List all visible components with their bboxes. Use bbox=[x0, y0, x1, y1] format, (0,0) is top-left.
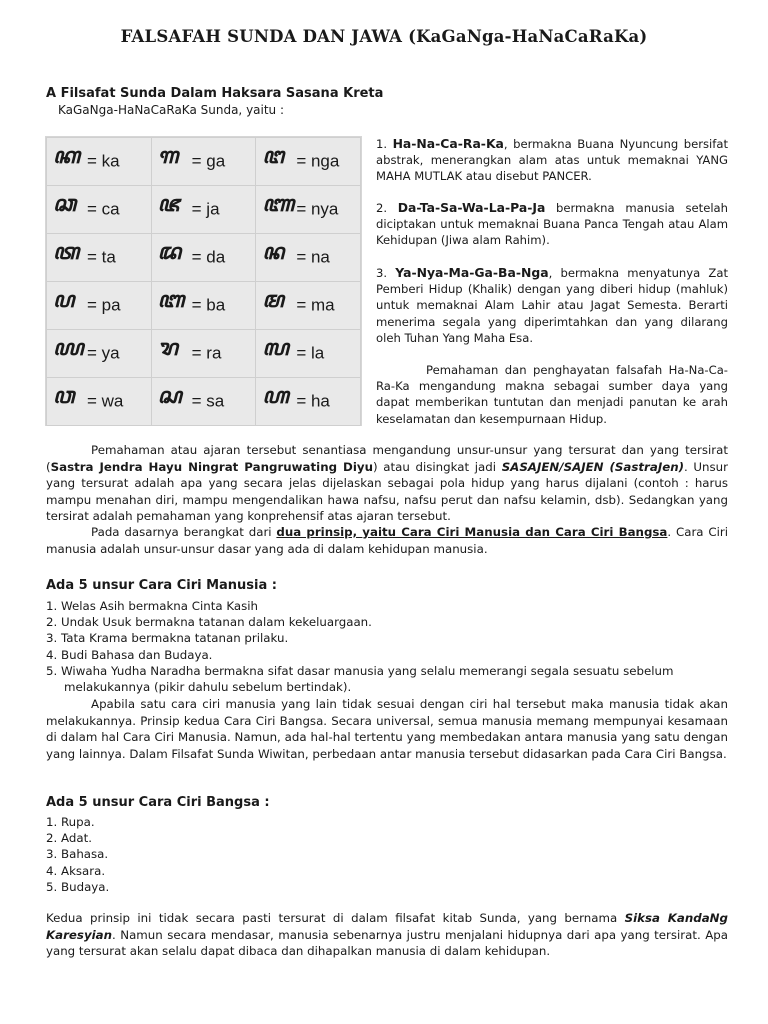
aksara-glyph: ꦲ bbox=[262, 383, 287, 409]
aksara-latin: = ra bbox=[191, 343, 222, 363]
aksara-cell bbox=[47, 330, 152, 378]
aksara-cell bbox=[151, 378, 256, 426]
aksara-cell bbox=[151, 282, 256, 330]
aksara-latin: = nga bbox=[296, 151, 340, 171]
aksara-glyph: ꦢ bbox=[157, 239, 180, 265]
aksara-cell bbox=[151, 186, 256, 234]
aksara-cell bbox=[151, 330, 256, 378]
aksara-latin: = da bbox=[191, 247, 226, 267]
aksara-glyph: ꦮ bbox=[53, 383, 73, 409]
list-cara-ciri-manusia bbox=[46, 598, 728, 695]
list-item: 4. Budi Bahasa dan Budaya. bbox=[46, 647, 213, 662]
aksara-glyph: ꦤ bbox=[262, 239, 283, 265]
aksara-latin: = ca bbox=[87, 199, 120, 219]
paragraph-sastra-jendra: Pemahaman atau ajaran tersebut senantiasa mengandung unsur-unsur yang tersurat dan yang tersirat (Sastra Jendra Hayu Ningrat Pangruwating Diyu) atau disingkat jadi SASAJEN/SAJEN (SastraJen). Unsur yang tersurat adalah apa yang secara jelas dijelaskan sebagai pola hidup yang harus dijalani (contoh : harus mampu menahan diri, mampu mengendalikan hawa nafsu, nafsu perut dan nafsu kelamin, dsb). Sedangkan yang tersirat adalah pemahaman yang konprehensif atas ajaran tersebut. bbox=[46, 443, 728, 524]
list-heading-bangsa: Ada 5 unsur Cara Ciri Bangsa : bbox=[46, 795, 270, 810]
aksara-cell bbox=[256, 282, 361, 330]
aksara-cell bbox=[47, 234, 152, 282]
aksara-glyph: ꦔ bbox=[262, 143, 282, 169]
aksara-latin: = pa bbox=[87, 295, 121, 315]
list-item: melakukannya (pikir dahulu sebelum bertindak). bbox=[64, 680, 352, 695]
aksara-latin: = ha bbox=[296, 391, 330, 411]
aksara-cell bbox=[47, 138, 152, 186]
aksara-latin: = wa bbox=[87, 391, 124, 411]
aksara-row bbox=[47, 378, 361, 426]
list-heading-manusia: Ada 5 unsur Cara Ciri Manusia : bbox=[46, 578, 277, 593]
aksara-cell bbox=[256, 330, 361, 378]
aksara-latin: = ja bbox=[191, 199, 220, 219]
aksara-glyph: ꦱ bbox=[157, 383, 180, 409]
aksara-latin: = la bbox=[296, 343, 325, 363]
point-1: 1. Ha-Na-Ca-Ra-Ka, bermakna Buana Nyuncung bersifat abstrak, menerangkan alam atas untuk memaknai YANG MAHA MUTLAK atau disebut PANCER. bbox=[376, 136, 728, 184]
aksara-latin: = ga bbox=[191, 151, 226, 171]
aksara-cell bbox=[256, 186, 361, 234]
aksara-cell bbox=[256, 378, 361, 426]
aksara-cell bbox=[151, 234, 256, 282]
aksara-cell bbox=[47, 282, 152, 330]
aksara-latin: = nya bbox=[296, 199, 339, 219]
aksara-cell bbox=[47, 186, 152, 234]
aksara-latin: = ba bbox=[191, 295, 226, 315]
list-item: 1. Welas Asih bermakna Cinta Kasih bbox=[46, 599, 259, 613]
paragraph-siksa-kandang: Kedua prinsip ini tidak secara pasti tersurat di dalam filsafat kitab Sunda, yang bernama Siksa KandaNg Karesyian. Namun secara mendasar, manusia sebenarnya justru menjalani hidupnya dari apa yang tersirat. Apa yang tersurat akan selalu dapat dibaca dan dihapalkan manusia di dalam kehidupan. bbox=[46, 911, 728, 959]
section-heading: A Filsafat Sunda Dalam Haksara Sasana Kreta bbox=[46, 86, 384, 101]
list-item: 3. Tata Krama bermakna tatanan prilaku. bbox=[46, 631, 289, 646]
list-item: 3. Bahasa. bbox=[46, 847, 109, 862]
paragraph-dua-prinsip: Pada dasarnya berangkat dari dua prinsip, yaitu Cara Ciri Manusia dan Cara Ciri Bangsa. Cara Ciri manusia adalah unsur-unsur dasar yang ada di dalam kehidupan manusia. bbox=[46, 525, 728, 556]
aksara-table bbox=[45, 136, 362, 426]
aksara-latin: = ma bbox=[296, 295, 335, 315]
aksara-latin: = ta bbox=[87, 247, 116, 267]
list-item: 1. Rupa. bbox=[46, 815, 95, 829]
aksara-latin: = na bbox=[296, 247, 330, 267]
point-2: 2. Da-Ta-Sa-Wa-La-Pa-Ja bermakna manusia setelah diciptakan untuk memaknai Buana Panca Tengah atau Alam Kehidupan (Jiwa alam Rahim). bbox=[376, 200, 728, 248]
list-item: 2. Adat. bbox=[46, 831, 92, 846]
aksara-glyph: ꦪ bbox=[53, 335, 82, 361]
list-item: 4. Aksara. bbox=[46, 863, 106, 878]
aksara-glyph: ꦚ bbox=[262, 191, 292, 217]
aksara-latin: = ya bbox=[87, 343, 120, 363]
aksara-glyph: ꦩ bbox=[262, 287, 282, 313]
list-item: 2. Undak Usuk bermakna tatanan dalam kekeluargaan. bbox=[46, 615, 372, 630]
aksara-glyph: ꦧ bbox=[157, 287, 183, 313]
aksara-row bbox=[47, 138, 361, 186]
aksara-cell bbox=[151, 138, 256, 186]
page-title: FALSAFAH SUNDA DAN JAWA (KaGaNga-HaNaCaRaKa) bbox=[120, 27, 648, 46]
aksara-latin: = sa bbox=[191, 391, 225, 411]
paragraph-cara-ciri-bangsa: Apabila satu cara ciri manusia yang lain tidak sesuai dengan ciri hal tersebut maka manusia tidak akan melakukannya. Prinsip kedua Cara Ciri Bangsa. Secara universal, semua manusia memang mempunyai kesamaan di dalam hal Cara Ciri Manusia. Namun, ada hal-hal tertentu yang membedakan antara manusia yang satu dengan yang lainnya. Dalam Filsafat Sunda Wiwitan, perbedaan antar manusia tersebut didasarkan pada Cara Ciri Bangsa. bbox=[46, 697, 728, 761]
aksara-glyph: ꦒ bbox=[157, 143, 177, 169]
list-cara-ciri-bangsa bbox=[46, 814, 728, 895]
list-item: 5. Wiwaha Yudha Naradha bermakna sifat dasar manusia yang selalu memerangi segala sesuatu sebelum bbox=[46, 663, 674, 678]
aksara-glyph: ꦕ bbox=[53, 191, 74, 217]
aksara-glyph: ꦏ bbox=[53, 143, 78, 169]
point-3: 3. Ya-Nya-Ma-Ga-Ba-Nga, bermakna menyatunya Zat Pemberi Hidup (Khalik) dengan yang diberi hidup (mahluk) untuk memaknai Alam Lahir atau Jagat Semesta. Berarti menerima segala yang diperimtahkan dan yang dilarang oleh Tuhan Yang Maha Esa. bbox=[376, 265, 728, 345]
aksara-row bbox=[47, 234, 361, 282]
aksara-row bbox=[47, 186, 361, 234]
aksara-glyph: ꦠ bbox=[53, 239, 78, 265]
aksara-cell bbox=[256, 138, 361, 186]
aksara-cell bbox=[47, 378, 152, 426]
aksara-glyph: ꦭ bbox=[262, 335, 287, 361]
section-subheading: KaGaNga-HaNaCaRaKa Sunda, yaitu : bbox=[58, 103, 285, 117]
aksara-glyph: ꦗ bbox=[157, 191, 178, 217]
aksara-glyph: ꦥ bbox=[53, 287, 73, 313]
aksara-latin: = ka bbox=[87, 151, 120, 171]
aksara-cell bbox=[256, 234, 361, 282]
list-item: 5. Budaya. bbox=[46, 879, 110, 894]
aksara-row bbox=[47, 282, 361, 330]
closing-paragraph: Pemahaman dan penghayatan falsafah Ha-Na-Ca-Ra-Ka mengandung makna sebagai sumber daya yang dapat memberikan tuntutan dan menjadi panutan ke arah keselamatan dan kesempurnaan Hidup. bbox=[376, 363, 728, 426]
aksara-glyph: ꦫ bbox=[157, 335, 176, 361]
aksara-row bbox=[47, 330, 361, 378]
